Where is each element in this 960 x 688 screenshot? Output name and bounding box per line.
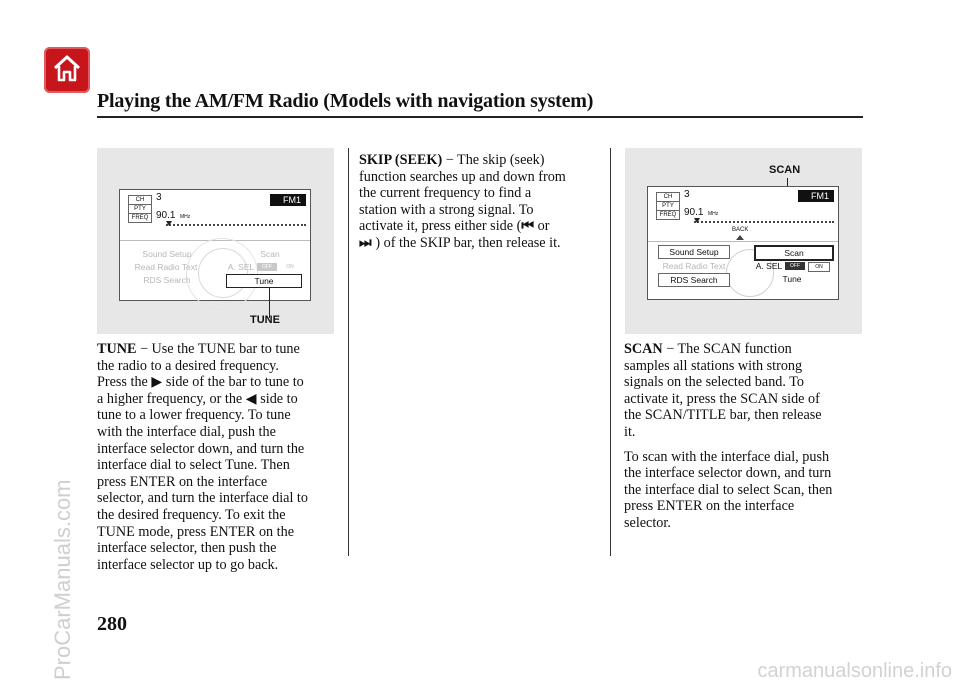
header-divider bbox=[97, 116, 863, 118]
a-sel-on-toggle[interactable]: ON bbox=[286, 264, 294, 270]
frequency-unit: MHz bbox=[180, 214, 191, 220]
read-radio-text-button[interactable]: Read Radio Text bbox=[662, 261, 726, 271]
home-button[interactable] bbox=[44, 47, 90, 93]
a-sel-on-toggle[interactable]: ON bbox=[808, 262, 830, 272]
rds-search-button[interactable]: RDS Search bbox=[658, 273, 730, 287]
scan-button[interactable]: Scan bbox=[754, 245, 834, 261]
tune-button[interactable]: Tune bbox=[226, 274, 302, 288]
skip-description: SKIP (SEEK) − The skip (seek) function searches up and down from the current frequency to find a station with a strong signal. To activate it, press either side (⏮ or ⏭ ) of the SKIP bar, then release it. bbox=[359, 152, 566, 251]
pty-box: PTY bbox=[128, 204, 152, 214]
footer-watermark: carmanualsonline.info bbox=[757, 660, 952, 682]
tuning-pointer-icon bbox=[166, 221, 172, 226]
tune-button[interactable]: Tune bbox=[782, 274, 802, 284]
a-sel-label: A. SEL bbox=[755, 261, 783, 271]
term-skip: SKIP (SEEK) bbox=[359, 152, 443, 168]
a-sel-label: A. SEL bbox=[227, 262, 255, 272]
callout-tune: TUNE bbox=[250, 314, 280, 326]
scan-description: SCAN − The SCAN function samples all stations with strong signals on the selected band. To activate it, press the SCAN side of the SCAN/TITLE bar, then release it. To scan with the interface dial, push the interface selector down, and turn the interface dial to select Scan, then press ENTER on the interface selector. bbox=[624, 341, 833, 531]
radio-screen bbox=[647, 186, 839, 300]
channel-number: 3 bbox=[684, 189, 690, 200]
skip-forward-icon: ⏭ bbox=[359, 234, 372, 251]
figure-tune bbox=[97, 148, 334, 334]
column-divider-1 bbox=[348, 148, 349, 556]
tuning-scale bbox=[166, 224, 306, 228]
back-arrow-icon[interactable] bbox=[736, 235, 744, 240]
freq-box: FREQ bbox=[656, 210, 680, 220]
back-label[interactable]: BACK bbox=[732, 227, 749, 233]
scan-button[interactable]: Scan bbox=[260, 249, 280, 259]
a-sel-off-toggle[interactable]: OFF bbox=[785, 262, 805, 270]
figure-scan bbox=[625, 148, 862, 334]
skip-back-icon: ⏮ bbox=[521, 218, 535, 235]
page-number: 280 bbox=[97, 613, 127, 635]
sound-setup-button[interactable]: Sound Setup bbox=[658, 245, 730, 259]
ch-box: CH bbox=[128, 195, 152, 205]
frequency-value: 90.1 bbox=[684, 207, 704, 218]
sound-setup-button[interactable]: Sound Setup bbox=[142, 249, 192, 259]
pty-box: PTY bbox=[656, 201, 680, 211]
frequency-value: 90.1 bbox=[156, 210, 176, 221]
frequency-unit: MHz bbox=[708, 211, 719, 217]
freq-box: FREQ bbox=[128, 213, 152, 223]
read-radio-text-button[interactable]: Read Radio Text bbox=[134, 262, 198, 272]
tuning-pointer-icon bbox=[694, 218, 700, 223]
callout-scan: SCAN bbox=[769, 164, 801, 176]
page-header-title: Playing the AM/FM Radio (Models with navigation system) bbox=[97, 90, 594, 112]
band-badge: FM1 bbox=[270, 194, 306, 206]
a-sel-off-toggle[interactable]: OFF bbox=[257, 263, 277, 271]
band-badge: FM1 bbox=[798, 190, 834, 202]
column-divider-2 bbox=[610, 148, 611, 556]
radio-screen bbox=[119, 189, 311, 301]
rds-search-button[interactable]: RDS Search bbox=[143, 275, 191, 285]
home-icon bbox=[51, 53, 83, 85]
tuning-scale bbox=[694, 221, 834, 225]
screen-divider bbox=[648, 241, 838, 242]
right-triangle-icon: ▶ bbox=[151, 374, 163, 391]
term-scan: SCAN bbox=[624, 341, 663, 357]
tune-description: TUNE − Use the TUNE bar to tune the radio to a desired frequency. Press the ▶ side of the bar to tune to a higher frequency, or the ◀ side to tune to a lower frequency. To tune with the interface dial, push the interface selector down, and turn the interface dial to select Tune. Then press ENTER on the interface selector, and turn the interface dial to the desired frequency. To exit the TUNE mode, press ENTER on the interface selector, then push the interface selector up to go back. bbox=[97, 341, 308, 573]
term-tune: TUNE bbox=[97, 341, 137, 357]
left-triangle-icon: ◀ bbox=[245, 390, 257, 407]
side-watermark: ProCarManuals.com bbox=[50, 479, 75, 680]
channel-number: 3 bbox=[156, 192, 162, 203]
ch-box: CH bbox=[656, 192, 680, 202]
